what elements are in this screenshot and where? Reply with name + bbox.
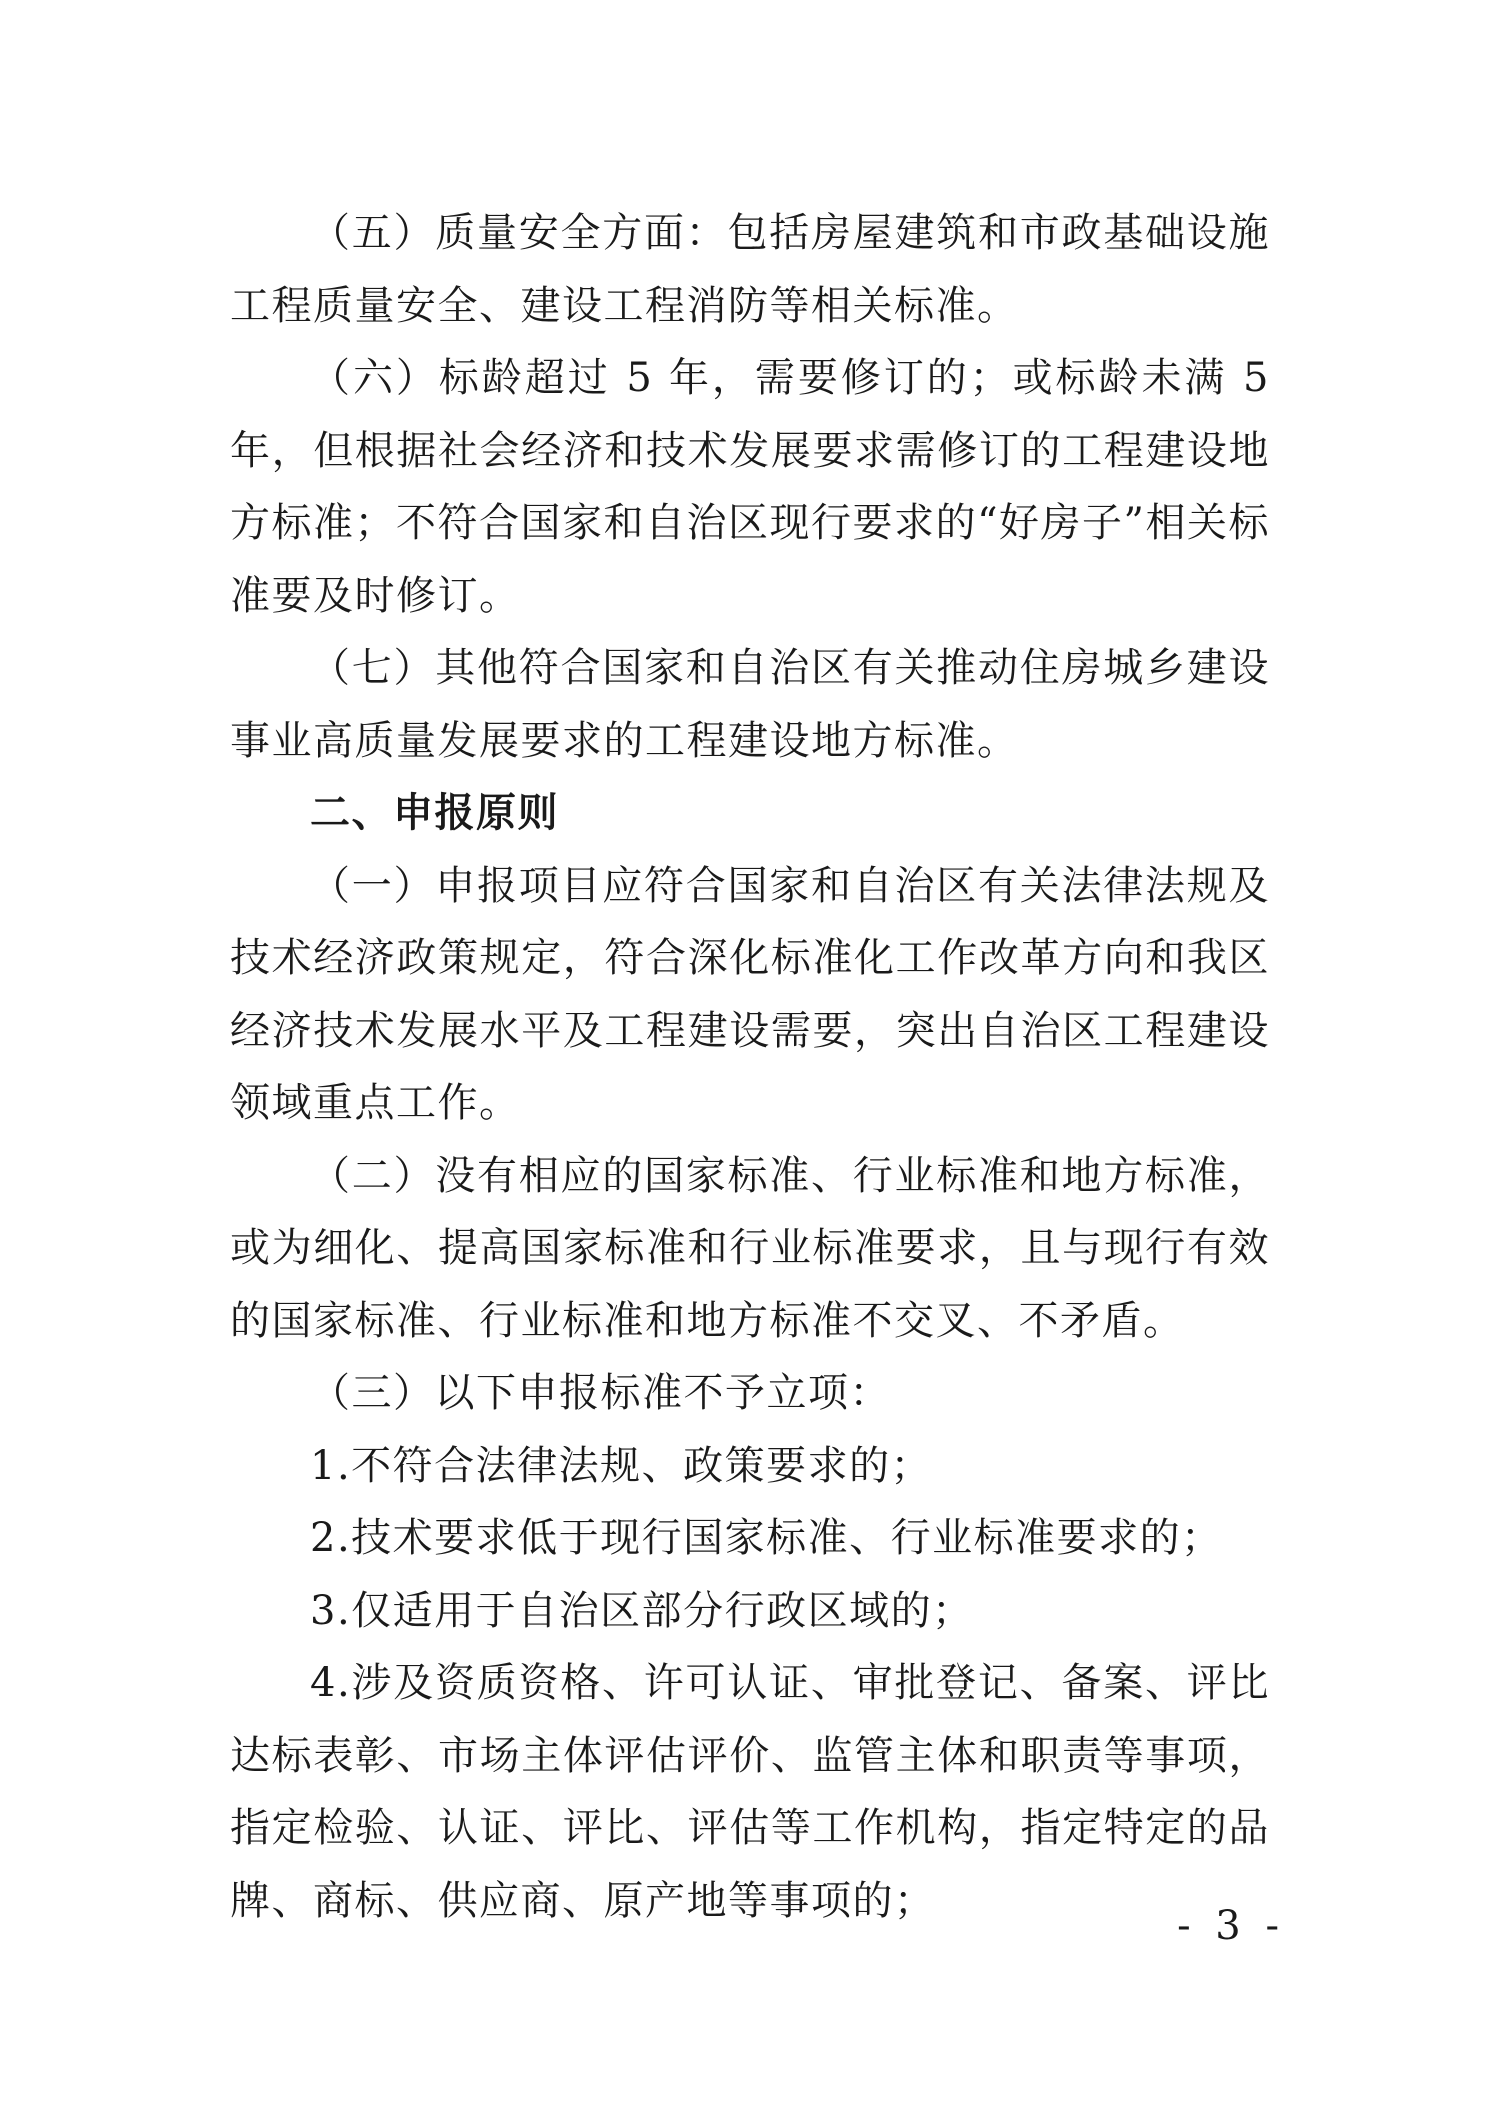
paragraph-principle-two: （二）没有相应的国家标准、行业标准和地方标准，或为细化、提高国家标准和行业标准要求，且与现行有效的国家标准、行业标准和地方标准不交叉、不矛盾。	[230, 1152, 1270, 1344]
page-number: - 3 -	[1177, 1903, 1285, 1949]
paragraph-other-standards: （七）其他符合国家和自治区有关推动住房城乡建设事业高质量发展要求的工程建设地方标准。	[230, 645, 1270, 764]
paragraph-standard-age: （六）标龄超过 5 年，需要修订的；或标龄未满 5 年，但根据社会经济和技术发展要求需修订的工程建设地方标准；不符合国家和自治区现行要求的“好房子”相关标准要及时修订。	[230, 355, 1270, 619]
section-heading-application-principles: 二、申报原则	[310, 790, 559, 836]
list-item-2: 2.技术要求低于现行国家标准、行业标准要求的；	[310, 1515, 1223, 1561]
document-body	[230, 197, 1270, 1937]
paragraph-principle-one: （一）申报项目应符合国家和自治区有关法律法规及技术经济政策规定，符合深化标准化工作改革方向和我区经济技术发展水平及工程建设需要，突出自治区工程建设领域重点工作。	[230, 862, 1270, 1126]
list-item-3: 3.仅适用于自治区部分行政区域的；	[310, 1587, 974, 1634]
list-item-4: 4.涉及资质资格、许可认证、审批登记、备案、评比达标表彰、市场主体评估评价、监管主体和职责等事项，指定检验、认证、评比、评估等工作机构，指定特定的品牌、商标、供应商、原产地等事项的；	[230, 1660, 1270, 1924]
list-item-1: 1.不符合法律法规、政策要求的；	[310, 1442, 933, 1489]
paragraph-quality-safety: （五）质量安全方面：包括房屋建筑和市政基础设施工程质量安全、建设工程消防等相关标准。	[230, 210, 1270, 329]
paragraph-principle-three: （三）以下申报标准不予立项：	[310, 1370, 891, 1416]
